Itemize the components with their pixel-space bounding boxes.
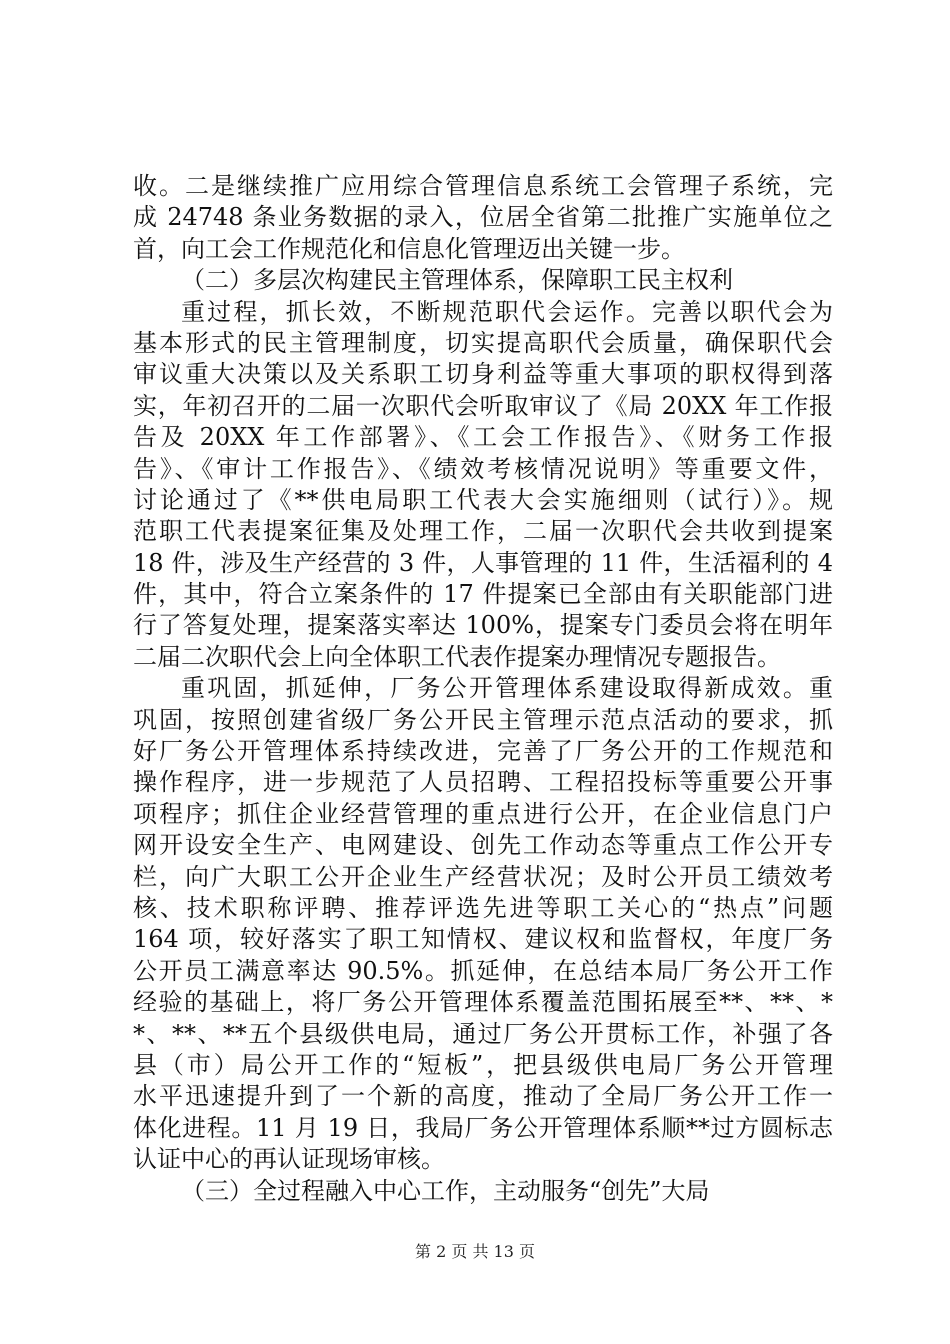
page-footer: 第 2 页 共 13 页 bbox=[415, 1242, 535, 1261]
text-line: 讨论通过了《**供电局职工代表大会实施细则（试行）》。规 bbox=[133, 485, 833, 514]
text-line: 基本形式的民主管理制度，切实提高职代会质量，确保职代会 bbox=[133, 328, 833, 357]
text-line: 栏，向广大职工公开企业生产经营状况；及时公开员工绩效考 bbox=[133, 862, 833, 891]
text-line: 重巩固，抓延伸，厂务公开管理体系建设取得新成效。重 bbox=[181, 674, 833, 703]
text-line: 经验的基础上，将厂务公开管理体系覆盖范围拓展至**、**、* bbox=[133, 988, 833, 1017]
text-line: 网开设安全生产、电网建设、创先工作动态等重点工作公开专 bbox=[133, 831, 833, 860]
document-body bbox=[133, 171, 833, 1207]
text-line: 核、技术职称评聘、推荐评选先进等职工关心的“热点”问题 bbox=[133, 893, 833, 922]
text-line: 操作程序，进一步规范了人员招聘、工程招投标等重要公开事 bbox=[133, 768, 833, 797]
text-line: 18 件，涉及生产经营的 3 件，人事管理的 11 件，生活福利的 4 bbox=[133, 548, 833, 577]
text-line: 164 项，较好落实了职工知情权、建议权和监督权，年度厂务 bbox=[133, 925, 833, 954]
text-line: 行了答复处理，提案落实率达 100%，提案专门委员会将在明年 bbox=[133, 611, 833, 640]
text-line: 件，其中，符合立案条件的 17 件提案已全部由有关职能部门进 bbox=[133, 580, 833, 609]
text-line: 告及 20XX 年工作部署》、《工会工作报告》、《财务工作报 bbox=[133, 423, 833, 452]
text-line: 巩固，按照创建省级厂务公开民主管理示范点活动的要求，抓 bbox=[133, 705, 833, 734]
text-line: 公开员工满意率达 90.5%。抓延伸，在总结本局厂务公开工作 bbox=[133, 956, 833, 985]
text-line: 实，年初召开的二届一次职代会听取审议了《局 20XX 年工作报 bbox=[133, 391, 833, 420]
text-line: 体化进程。11 月 19 日，我局厂务公开管理体系顺**过方圆标志 bbox=[133, 1113, 833, 1142]
text-line: 收。二是继续推广应用综合管理信息系统工会管理子系统，完 bbox=[133, 172, 833, 200]
text-line: 范职工代表提案征集及处理工作，二届一次职代会共收到提案 bbox=[133, 517, 833, 546]
text-line: 县（市）局公开工作的“短板”，把县级供电局厂务公开管理 bbox=[133, 1050, 833, 1079]
text-line: 项程序；抓住企业经营管理的重点进行公开，在企业信息门户 bbox=[133, 799, 833, 828]
text-line: 重过程，抓长效，不断规范职代会运作。完善以职代会为 bbox=[181, 297, 833, 326]
text-line: *、**、**五个县级供电局，通过厂务公开贯标工作，补强了各 bbox=[133, 1019, 833, 1048]
text-line: 二届二次职代会上向全体职工代表作提案办理情况专题报告。 bbox=[133, 642, 781, 671]
text-line: 成 24748 条业务数据的录入，位居全省第二批推广实施单位之 bbox=[133, 203, 833, 232]
text-line: 认证中心的再认证现场审核。 bbox=[133, 1145, 445, 1174]
text-line: 首，向工会工作规范化和信息化管理迈出关键一步。 bbox=[133, 234, 685, 263]
text-line: （三）全过程融入中心工作，主动服务“创先”大局 bbox=[181, 1176, 710, 1205]
text-line: 审议重大决策以及关系职工切身利益等重大事项的职权得到落 bbox=[133, 360, 833, 389]
text-line: 水平迅速提升到了一个新的高度，推动了全局厂务公开工作一 bbox=[133, 1082, 833, 1111]
text-line: （二）多层次构建民主管理体系，保障职工民主权利 bbox=[181, 266, 733, 295]
text-line: 告》、《审计工作报告》、《绩效考核情况说明》等重要文件， bbox=[133, 454, 833, 483]
text-line: 好厂务公开管理体系持续改进，完善了厂务公开的工作规范和 bbox=[133, 737, 833, 766]
